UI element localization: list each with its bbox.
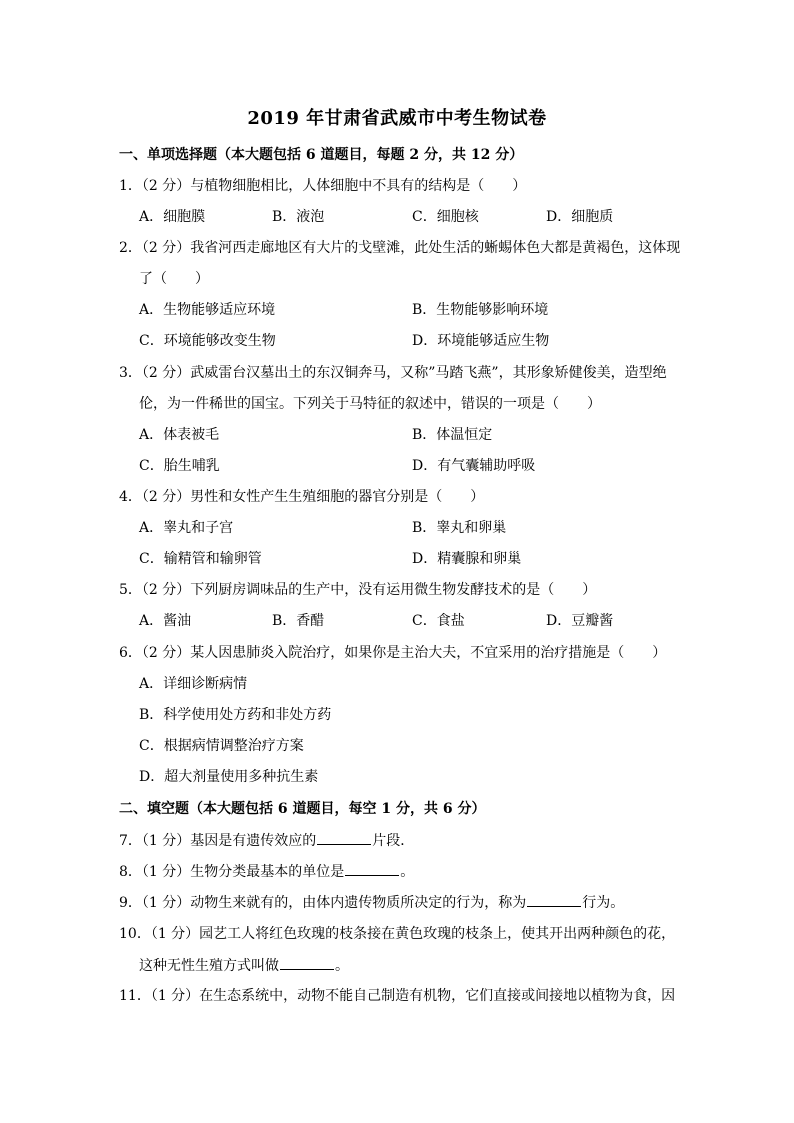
question-5-option-c: C．食盐 [412,613,465,629]
question-10-text-before: 这种无性生殖方式叫做 [139,958,279,974]
question-1-option-c: C．细胞核 [412,209,479,225]
question-2-option-b: B．生物能够影响环境 [412,302,549,318]
question-3-stem-line2: 伦，为一件稀世的国宝。下列关于马特征的叙述中，错误的一项是（ ） [139,396,601,412]
question-2-stem-line1: 2．（2 分）我省河西走廊地区有大片的戈壁滩，此处生活的蜥蜴体色大都是黄褐色，这体现 [119,240,681,256]
question-9 [119,892,624,913]
question-7 [119,830,414,851]
question-3-stem-line1: 3．（2 分）武威雷台汉墓出土的东汉铜奔马，又称”马踏飞燕”，其形象矫健俊美，造型绝 [119,365,667,381]
question-10-text-after: 。 [335,958,349,974]
question-2-stem-line2: 了（ ） [139,271,209,287]
question-2-option-d: D．环境能够适应生物 [412,333,550,349]
section-heading-choice: 一、单项选择题（本大题包括 6 道题目，每题 2 分，共 12 分） [119,147,524,163]
answer-blank[interactable] [345,861,399,876]
question-1-option-d: D．细胞质 [546,209,614,225]
question-6-option-a: A．详细诊断病情 [139,676,248,692]
question-8-text-after: 。 [400,864,415,880]
answer-blank[interactable] [317,830,371,845]
question-1-stem: 1．（2 分）与植物细胞相比，人体细胞中不具有的结构是（ ） [119,178,527,194]
question-6-option-b: B．科学使用处方药和非处方药 [139,707,332,723]
question-11-stem-line1: 11．（1 分）在生态系统中，动物不能自己制造有机物，它们直接或间接地以植物为食，因 [119,988,676,1004]
question-7-text-before: 7．（1 分）基因是有遗传效应的 [119,833,317,849]
page-title: 2019 年甘肃省武威市中考生物试卷 [247,108,547,129]
question-7-text-after: 片段． [372,833,415,849]
question-9-text-before: 9．（1 分）动物生来就有的，由体内遗传物质所决定的行为，称为 [119,895,527,911]
question-4-option-b: B．睾丸和卵巢 [412,520,507,536]
question-1-option-a: A．细胞膜 [139,209,206,225]
answer-blank[interactable] [527,892,581,907]
question-5-option-d: D．豆瓣酱 [546,613,614,629]
question-8 [119,861,414,882]
question-1-option-b: B．液泡 [272,209,325,225]
question-5-stem: 5．（2 分）下列厨房调味品的生产中，没有运用微生物发酵技术的是（ ） [119,582,597,598]
question-3-option-c: C．胎生哺乳 [139,458,220,474]
question-6-option-c: C．根据病情调整治疗方案 [139,738,304,754]
question-5-option-b: B．香醋 [272,613,325,629]
question-9-text-after: 行为。 [582,895,625,911]
question-4-option-c: C．输精管和输卵管 [139,551,262,567]
question-4-option-d: D．精囊腺和卵巢 [412,551,522,567]
question-5-option-a: A．酱油 [139,613,192,629]
question-2-option-a: A．生物能够适应环境 [139,302,276,318]
question-8-text-before: 8．（1 分）生物分类最基本的单位是 [119,864,345,880]
question-3-option-a: A．体表被毛 [139,427,220,443]
question-10-stem-line2 [139,955,349,976]
question-4-stem: 4．（2 分）男性和女性产生生殖细胞的器官分别是（ ） [119,489,485,505]
answer-blank[interactable] [280,955,334,970]
question-4-option-a: A．睾丸和子宫 [139,520,234,536]
question-6-stem: 6．（2 分）某人因患肺炎入院治疗，如果你是主治大夫，不宜采用的治疗措施是（ ） [119,645,667,661]
question-6-option-d: D．超大剂量使用多种抗生素 [139,769,319,785]
question-10-stem-line1: 10．（1 分）园艺工人将红色玫瑰的枝条接在黄色玫瑰的枝条上，使其开出两种颜色的花， [119,926,676,942]
question-3-option-b: B．体温恒定 [412,427,493,443]
question-3-option-d: D．有气囊辅助呼吸 [412,458,536,474]
question-2-option-c: C．环境能够改变生物 [139,333,276,349]
section-heading-fill-in: 二、填空题（本大题包括 6 道题目，每空 1 分，共 6 分） [119,801,486,817]
